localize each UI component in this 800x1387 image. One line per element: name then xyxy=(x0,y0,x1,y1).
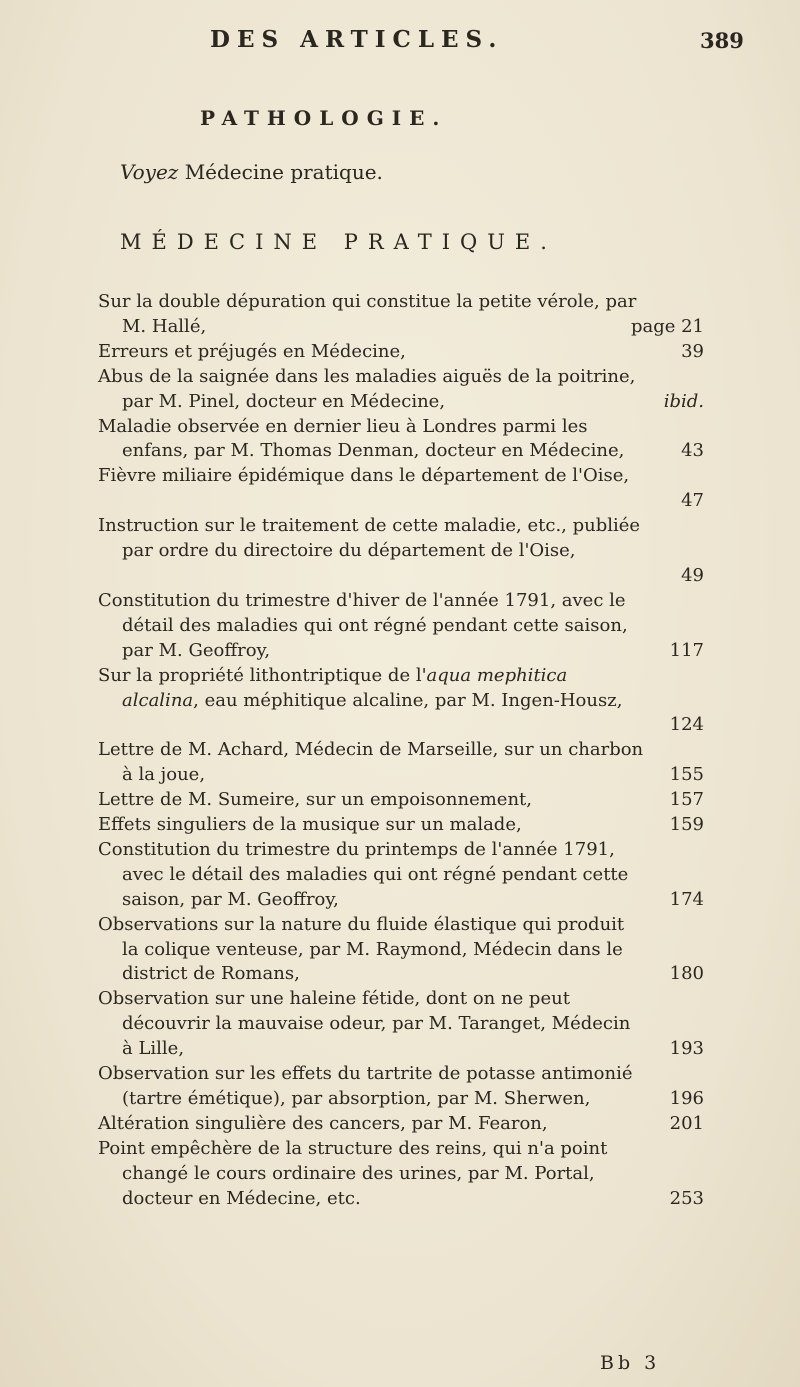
entry-text: Erreurs et préjugés en Médecine, xyxy=(98,340,406,362)
cross-reference-prefix: Voyez xyxy=(120,160,179,184)
entry-page: 159 xyxy=(669,814,704,836)
entry-text-end: , eau méphitique alcaline, par M. Ingen-Housz, xyxy=(193,689,623,711)
entry-page: 117 xyxy=(669,639,704,661)
list-item xyxy=(98,813,704,838)
entry-text xyxy=(98,665,622,711)
list-item xyxy=(98,415,704,465)
entry-page: 43 xyxy=(681,440,704,462)
list-item xyxy=(98,340,704,365)
list-item xyxy=(98,365,704,415)
entry-page: 201 xyxy=(669,1112,704,1134)
entry-text: Lettre de M. Achard, Médecin de Marseille, sur un charbon à la joue, xyxy=(98,739,644,786)
cross-reference-target: Médecine pratique. xyxy=(184,160,383,184)
list-item xyxy=(98,738,704,788)
entry-text: Abus de la saignée dans les maladies aiguës de la poitrine, par M. Pinel, docteur en Médecine, xyxy=(98,365,636,412)
list-item xyxy=(98,1137,704,1212)
entry-text: Constitution du trimestre du printemps de l'année 1791, avec le détail des maladies qui ont régné pendant cette saison, par M. Geoffroy, xyxy=(98,838,629,910)
list-item xyxy=(98,987,704,1062)
entry-text: Point empêchère de la structure des reins, qui n'a point changé le cours ordinaire des urines, par M. Portal, docteur en Médecine, etc. xyxy=(98,1137,608,1209)
table-of-contents-list xyxy=(98,290,704,1212)
list-item xyxy=(98,1062,704,1112)
entry-page: page 21 xyxy=(630,315,704,337)
entry-text: Constitution du trimestre d'hiver de l'année 1791, avec le détail des maladies qui ont régné pendant cette saison, par M. Geoffroy, xyxy=(98,589,628,661)
entry-page: 193 xyxy=(669,1038,704,1060)
entry-text: Fièvre miliaire épidémique dans le département de l'Oise, xyxy=(98,465,630,487)
entry-text: Altération singulière des cancers, par M. Fearon, xyxy=(98,1112,548,1134)
entry-text: Lettre de M. Sumeire, sur un empoisonnement, xyxy=(98,789,533,811)
running-title: DES ARTICLES. xyxy=(210,26,504,53)
list-item xyxy=(98,1112,704,1137)
entry-page: 157 xyxy=(669,789,704,811)
entry-page: 124 xyxy=(669,714,704,736)
cross-reference xyxy=(120,160,383,184)
page-number: 389 xyxy=(700,28,744,53)
entry-text: Maladie observée en dernier lieu à Londres parmi les enfans, par M. Thomas Denman, docteur en Médecine, xyxy=(98,415,625,462)
entry-page-ibid: ibid. xyxy=(663,390,704,412)
entry-text: Sur la double dépuration qui constitue la petite vérole, par M. Hallé, xyxy=(98,291,637,337)
list-item xyxy=(98,464,704,514)
list-item xyxy=(98,788,704,813)
entry-text: Effets singuliers de la musique sur un malade, xyxy=(98,814,522,836)
entry-text: Observation sur une haleine fétide, dont on ne peut découvrir la mauvaise odeur, par M. Taranget, Médecin à Lille, xyxy=(98,988,631,1060)
subsection-title: MÉDECINE PRATIQUE. xyxy=(120,230,557,254)
signature-mark: Bb 3 xyxy=(600,1352,661,1374)
section-title: PATHOLOGIE. xyxy=(200,106,448,130)
entry-page: 196 xyxy=(669,1088,704,1109)
list-item xyxy=(98,514,704,589)
entry-text-start: Sur la propriété lithontriptique de l' xyxy=(98,664,427,686)
entry-page: 49 xyxy=(681,564,704,586)
entry-page xyxy=(664,390,704,415)
list-item xyxy=(98,664,704,739)
entry-page: 174 xyxy=(669,888,704,910)
entry-page: 47 xyxy=(681,490,704,512)
entry-text: Instruction sur le traitement de cette maladie, etc., publiée par ordre du directoire du département de l'Oise, xyxy=(98,515,641,562)
list-item xyxy=(98,838,704,913)
entry-page: 155 xyxy=(669,764,704,786)
list-item xyxy=(98,290,704,340)
entry-text: Observations sur la nature du fluide élastique qui produit la colique venteuse, par M. Raymond, Médecin dans le district de Romans, xyxy=(98,913,625,985)
list-item xyxy=(98,589,704,664)
entry-text: Observation sur les effets du tartrite de potasse antimonié (tartre émétique), par absorption, par M. Sherwen, xyxy=(98,1063,633,1109)
entry-page: 253 xyxy=(669,1187,704,1209)
entry-page: 39 xyxy=(681,340,704,362)
entry-page: 180 xyxy=(669,963,704,985)
list-item xyxy=(98,913,704,988)
entry-text-italic: aqua mephitica alcalina xyxy=(122,664,568,711)
